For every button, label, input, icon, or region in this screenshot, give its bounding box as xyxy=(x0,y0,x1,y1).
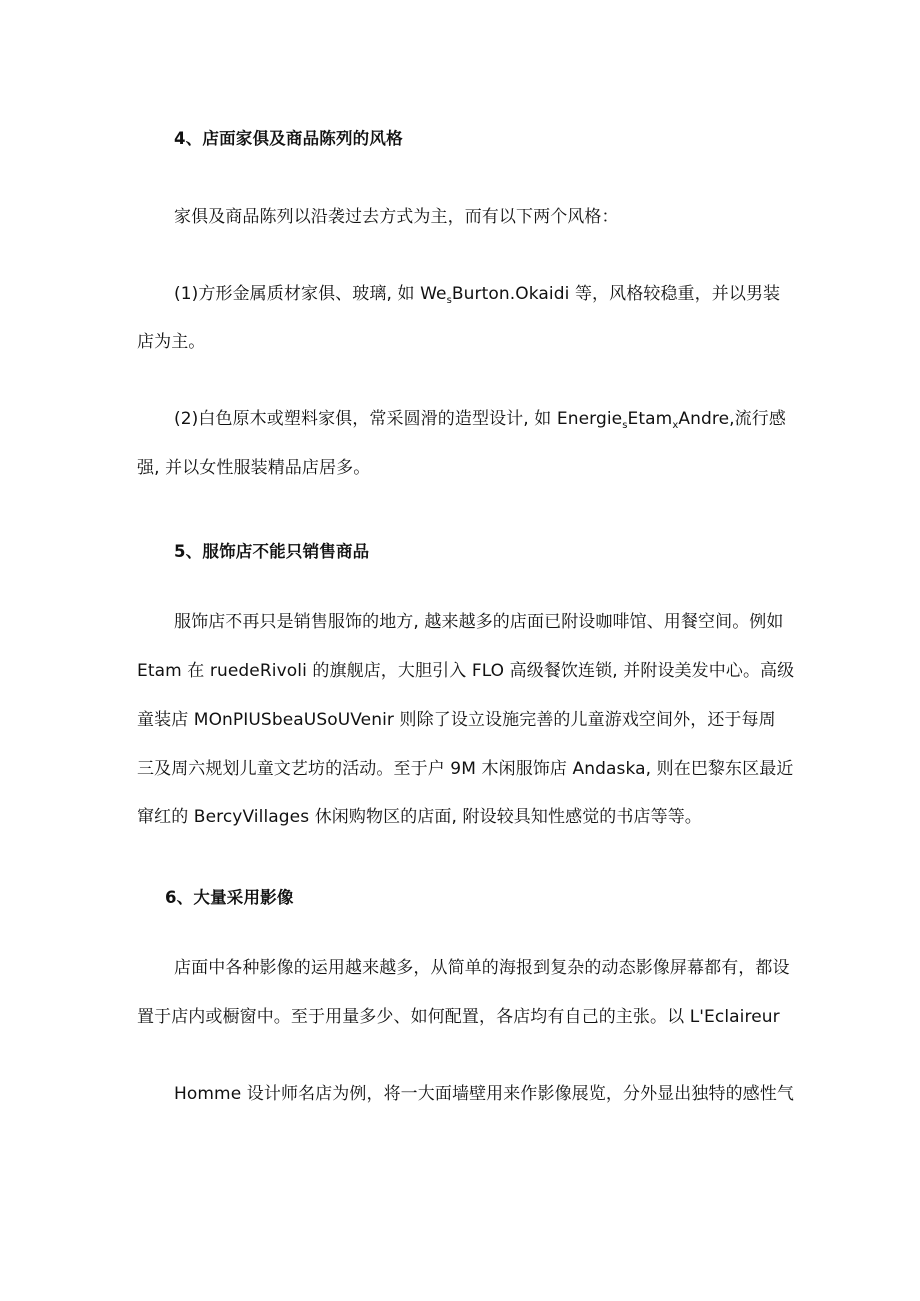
section-4-item-1-line-2: 店为主。 xyxy=(137,332,206,352)
section-4-item-2-line-1 xyxy=(174,404,786,431)
item-2-text-c: Andre,流行感 xyxy=(678,409,786,429)
section-5-line-1: 服饰店不再只是销售服饰的地方, 越来越多的店面已附设咖啡馆、用餐空间。例如 xyxy=(174,612,784,632)
section-6-heading: 6、大量采用影像 xyxy=(165,888,294,907)
section-6-line-2: 置于店内或橱窗中。至于用量多少、如何配置，各店均有自己的主张。以 L'Eclaireur xyxy=(137,1007,780,1027)
section-4-heading: 4、店面家俱及商品陈列的风格 xyxy=(174,129,403,148)
section-5-line-4: 三及周六规划儿童文艺坊的活动。至于户 9M 木闲服饰店 Andaska, 则在巴黎东区最近 xyxy=(137,759,794,779)
section-6-line-3: Homme 设计师名店为例，将一大面墙壁用来作影像展览，分外显出独特的感性气 xyxy=(174,1084,794,1104)
section-6-line-1: 店面中各种影像的运用越来越多，从简单的海报到复杂的动态影像屏幕都有，都设 xyxy=(174,958,790,978)
section-4-item-2-line-2: 强, 并以女性服装精品店居多。 xyxy=(137,458,371,478)
section-5-line-5: 窜红的 BercyVillages 休闲购物区的店面, 附设较具知性感觉的书店等等。 xyxy=(137,807,702,827)
item-2-text-b: Etam xyxy=(627,409,673,429)
section-5-line-2: Etam 在 ruedeRivoli 的旗舰店，大胆引入 FLO 高级餐饮连锁, 并附设美发中心。高级 xyxy=(137,661,795,681)
section-5-heading: 5、服饰店不能只销售商品 xyxy=(174,542,370,561)
item-2-subscript-2: x xyxy=(672,420,679,431)
section-4-intro: 家俱及商品陈列以沿袭过去方式为主，而有以下两个风格： xyxy=(174,207,619,227)
item-1-subscript: s xyxy=(446,295,452,306)
item-1-text-a: (1)方形金属质材家俱、玻璃, 如 We xyxy=(174,284,447,304)
item-2-text-a: (2)白色原木或塑料家俱，常采圆滑的造型设计, 如 Energie xyxy=(174,409,623,429)
section-4-item-1-line-1 xyxy=(174,279,780,306)
item-2-subscript-1: s xyxy=(622,420,628,431)
section-5-line-3: 童装店 MOnPIUSbeaUSoUVenir 则除了设立设施完善的儿童游戏空间外，还于每周 xyxy=(137,710,776,730)
item-1-text-b: Burton.Okaidi 等，风格较稳重，并以男装 xyxy=(451,284,781,304)
